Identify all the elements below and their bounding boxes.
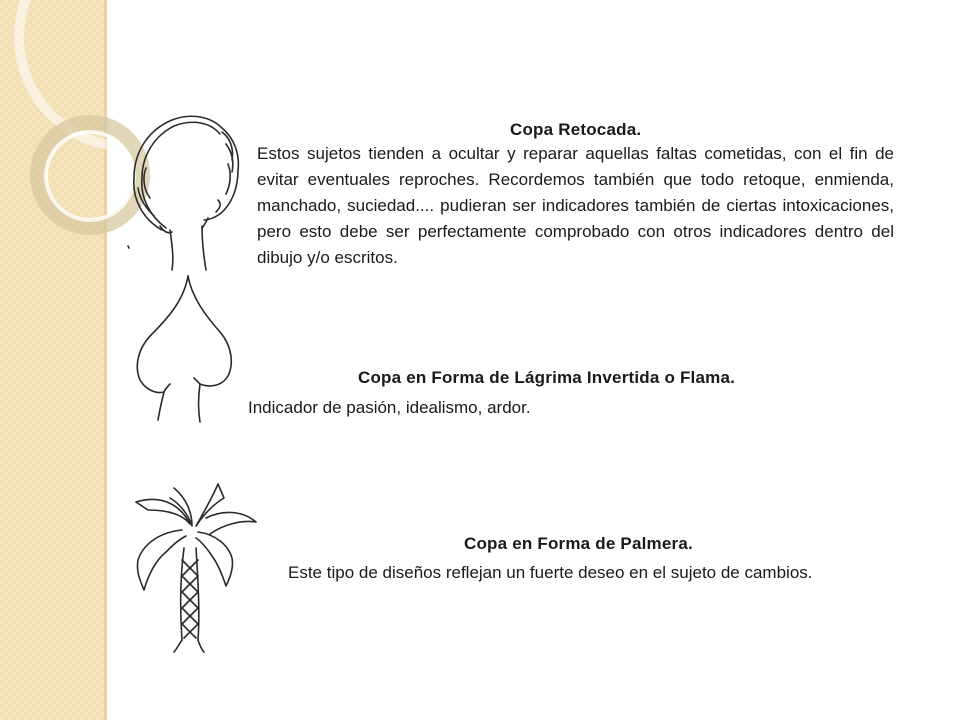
- section-body-lagrima-invertida: Indicador de pasión, idealismo, ardor.: [248, 398, 531, 417]
- section-title-copa-retocada: Copa Retocada.: [510, 120, 642, 139]
- inverted-teardrop-tree-drawing: [130, 270, 240, 430]
- section-body-palmera: Este tipo de diseños reflejan un fuerte deseo en el sujeto de cambios.: [288, 563, 813, 582]
- retouched-crown-tree-drawing: [122, 108, 252, 273]
- section-title-lagrima-invertida: Copa en Forma de Lágrima Invertida o Flama.: [358, 368, 736, 387]
- palm-tree-drawing: [126, 480, 266, 655]
- section-body-copa-retocada: Estos sujetos tienden a ocultar y reparar aquellas faltas cometidas, con el fin de evitar eventuales reproches. Recordemos también que todo retoque, enmienda, manchado, suciedad.... pudieran ser indicadores también de ciertas intoxicaciones, pero esto debe ser perfectamente comprobado con otros indicadores dentro del dibujo y/o escritos.: [257, 144, 894, 267]
- section-title-palmera: Copa en Forma de Palmera.: [464, 534, 693, 553]
